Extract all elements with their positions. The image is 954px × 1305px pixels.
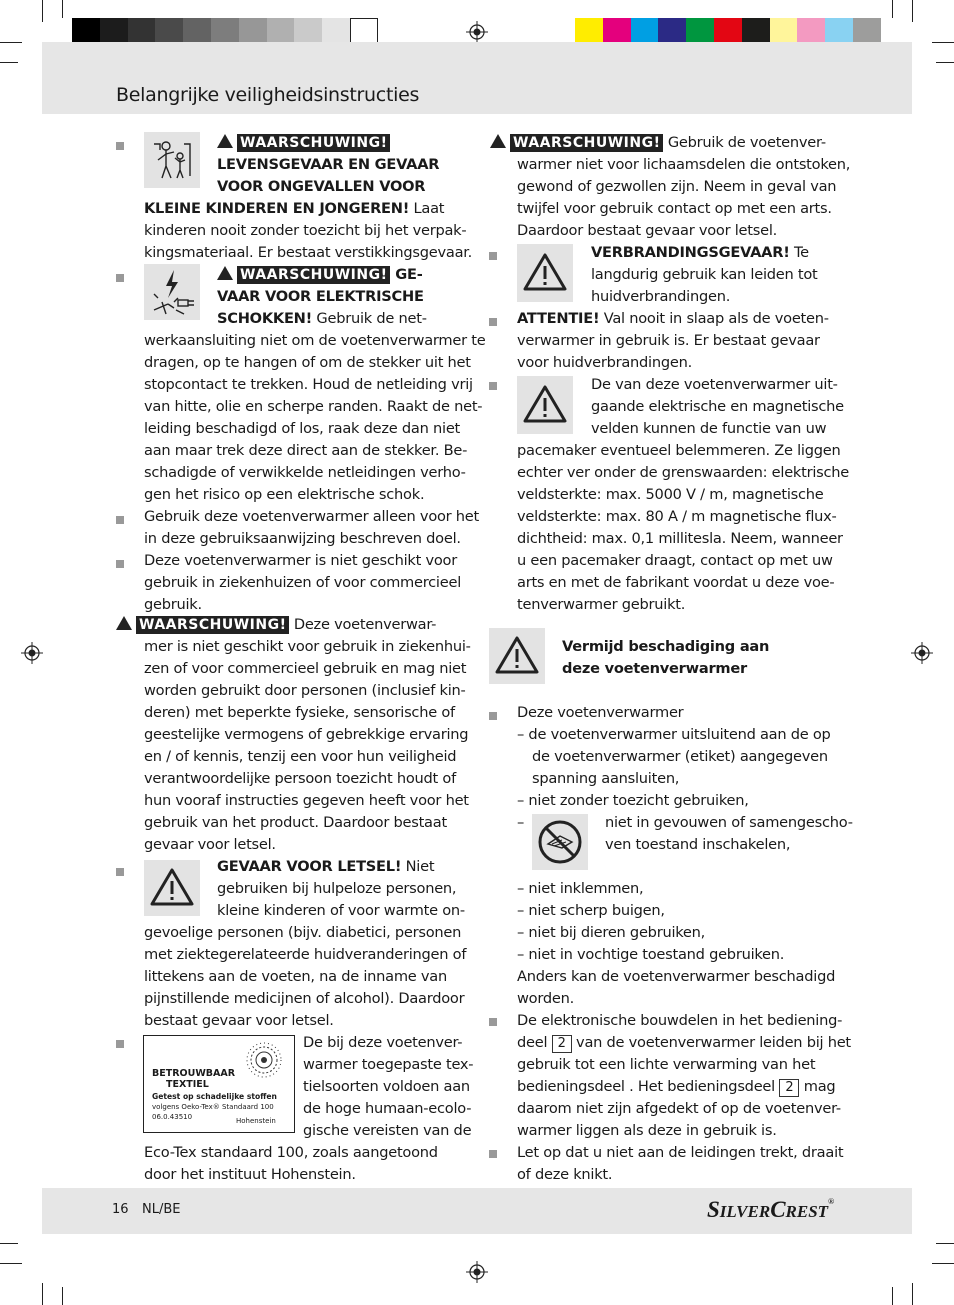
brand-part: ® — [828, 1197, 835, 1206]
text-span: Niet — [401, 858, 435, 875]
brand-part: C — [770, 1197, 786, 1222]
text-line: veldsterkte: max. 5000 V / m, magnetische — [517, 486, 824, 503]
text-line: twijfel voor gebruik contact op met een arts. — [517, 200, 832, 217]
warning-label: WAARSCHUWING! — [136, 616, 289, 634]
text-span: Te — [789, 244, 809, 261]
registration-mark-icon — [911, 642, 933, 664]
crop-mark — [912, 0, 913, 22]
warning-heading — [116, 614, 436, 636]
warning-label: WAARSCHUWING! — [237, 134, 390, 152]
text-line: gaande elektrische en magnetische — [591, 398, 844, 415]
text-span: Val nooit in slaap als de voeten- — [599, 310, 829, 327]
bullet — [116, 274, 124, 282]
text-line: daarom niet zijn afgedekt of op de voetenver- — [517, 1100, 841, 1117]
text-line: VOOR ONGEVALLEN VOOR — [217, 178, 426, 195]
dash-item: – — [517, 814, 525, 831]
text-line: leiding beschadigd of los, raak deze dan niet — [144, 420, 461, 437]
text-line: Deze voetenverwarmer is niet geschikt voor — [144, 552, 457, 569]
crop-mark — [912, 1283, 913, 1305]
text-line — [591, 242, 809, 264]
text-line: gebruik in ziekenhuizen of voor commercieel — [144, 574, 461, 591]
text-line: werkaansluiting niet om de voetenverwarmer te — [144, 332, 486, 349]
registration-mark-icon — [466, 21, 488, 43]
warning-heading — [217, 264, 423, 286]
bold-span: ATTENTIE! — [517, 310, 600, 327]
warning-triangle-icon — [490, 134, 506, 148]
text-line: verwarmer in gebruik is. Er bestaat gevaar — [517, 332, 820, 349]
do-not-fold-icon — [532, 814, 588, 870]
text-line — [517, 1032, 851, 1054]
registration-mark-icon — [466, 1261, 488, 1283]
crop-mark — [0, 1263, 22, 1264]
child-danger-icon — [144, 132, 200, 188]
text-line: aan maar trek deze direct aan de stekker. Be- — [144, 442, 468, 459]
text-line: in deze gebruiksaanwijzing beschreven doel. — [144, 530, 461, 547]
crop-mark — [932, 1263, 954, 1264]
oeko-title: BETROUWBAAR — [152, 1068, 236, 1079]
crop-mark — [892, 0, 893, 18]
text-line: huidverbrandingen. — [591, 288, 731, 305]
text-span: Laat — [409, 200, 445, 217]
text-line: dragen, op te hangen of om de stekker uit het — [144, 354, 471, 371]
text-line: pacemaker eventueel belemmeren. Ze liggen — [517, 442, 841, 459]
text-line: De van deze voetenverwarmer uit- — [591, 376, 838, 393]
text-line: warmer niet voor lichaamsdelen die ontstoken, — [517, 156, 851, 173]
bullet — [489, 1018, 497, 1026]
registration-mark-icon — [21, 642, 43, 664]
oeko-tex-label — [143, 1035, 295, 1133]
text-line: tenverwarmer gebruikt. — [517, 596, 686, 613]
warning-triangle-icon — [217, 134, 233, 148]
warning-label: WAARSCHUWING! — [237, 266, 390, 284]
text-line: voor huidverbrandingen. — [517, 354, 692, 371]
text-line: De elektronische bouwdelen in het bediening- — [517, 1012, 843, 1029]
text-line: u een pacemaker draagt, contact op met uw — [517, 552, 833, 569]
text-line: worden gebruikt door personen (inclusief kin- — [144, 682, 466, 699]
text-line: gebruik van het product. Daardoor bestaat — [144, 814, 447, 831]
dash-item: – de voetenverwarmer uitsluitend aan de op — [517, 726, 831, 743]
dash-item-cont: de voetenverwarmer (etiket) aangegeven — [532, 748, 828, 765]
text-line: pijnstillende medicijnen of alcohol). Daardoor — [144, 990, 465, 1007]
crop-mark — [62, 1287, 63, 1305]
header-bar — [42, 42, 912, 114]
text-line: velden kunnen de functie van uw — [591, 420, 827, 437]
oeko-subtitle: TEXTIEL — [166, 1079, 209, 1090]
text-line: kinderen nooit zonder toezicht bij het verpak- — [144, 222, 467, 239]
electric-shock-icon — [144, 264, 200, 320]
text-span: mag — [799, 1078, 836, 1095]
text-line: VAAR VOOR ELEKTRISCHE — [217, 288, 424, 305]
text-line: langdurig gebruik kan leiden tot — [591, 266, 818, 283]
crop-mark — [932, 42, 954, 43]
text-line: met ziektegerelateerde huidveranderingen of — [144, 946, 467, 963]
text-line: gevaar voor letsel. — [144, 836, 276, 853]
bullet — [489, 1150, 497, 1158]
crop-mark — [936, 62, 954, 63]
text-span: deel — [517, 1034, 552, 1051]
caution-icon — [144, 860, 200, 916]
text-line: gebruiken bij hulpeloze personen, — [217, 880, 457, 897]
crop-mark — [42, 1283, 43, 1305]
part-number-badge: 2 — [552, 1035, 572, 1053]
oeko-institute: Hohenstein — [236, 1117, 276, 1125]
text-line: echter ver onder de grenswaarden: elektrische — [517, 464, 850, 481]
dash-item: – niet in vochtige toestand gebruiken. — [517, 946, 785, 963]
crop-mark — [0, 1243, 18, 1244]
crop-mark — [42, 0, 43, 22]
brand-logo — [707, 1197, 834, 1223]
text-line — [517, 308, 829, 330]
text-line: de hoge humaan-ecolo- — [303, 1100, 472, 1117]
warning-triangle-icon — [217, 266, 233, 280]
text-line: Daardoor bestaat gevaar voor letsel. — [517, 222, 778, 239]
bullet — [489, 382, 497, 390]
dash-item: – niet bij dieren gebruiken, — [517, 924, 706, 941]
oeko-tex-logo-icon — [244, 1040, 284, 1080]
footer-bar — [42, 1188, 912, 1234]
text-span: Deze voetenverwar- — [289, 616, 437, 633]
text-line: bestaat gevaar voor letsel. — [144, 1012, 334, 1029]
bullet — [489, 318, 497, 326]
caution-icon — [489, 628, 545, 684]
warning-heading — [490, 132, 826, 154]
text-line: Let op dat u niet aan de leidingen trekt, draait — [517, 1144, 844, 1161]
text-line: Deze voetenverwarmer — [517, 704, 684, 721]
text-line: warmer toegepaste tex- — [303, 1056, 474, 1073]
section-heading: Vermijd beschadiging aan — [562, 638, 770, 655]
page-number: 16 — [112, 1202, 129, 1217]
crop-mark — [0, 62, 18, 63]
brand-part: REST — [785, 1202, 829, 1221]
text-line: schadigde of verwikkelde netleidingen verho- — [144, 464, 466, 481]
bullet — [489, 712, 497, 720]
crop-mark — [892, 1287, 893, 1305]
text-line: Anders kan de voetenverwarmer beschadigd — [517, 968, 836, 985]
text-line: worden. — [517, 990, 574, 1007]
part-number-badge: 2 — [779, 1079, 799, 1097]
text-line: gewond of gezwollen zijn. Neem in geval van — [517, 178, 837, 195]
text-line: gische vereisten van de — [303, 1122, 472, 1139]
bold-span: SCHOKKEN! — [217, 310, 313, 327]
dash-item-cont: spanning aansluiten, — [532, 770, 680, 787]
text-line: hun vooraf instructies gegeven heeft voor het — [144, 792, 469, 809]
text-line — [217, 856, 434, 878]
brand-part: ILVER — [719, 1202, 771, 1221]
text-line — [144, 198, 444, 220]
language-code: NL/BE — [142, 1202, 181, 1217]
bullet — [116, 560, 124, 568]
text-line: stopcontact te trekken. Houd de netleiding vrij — [144, 376, 473, 393]
text-line: door het instituut Hohenstein. — [144, 1166, 356, 1183]
text-span: Gebruik de voetenver- — [663, 134, 826, 151]
text-line: littekens aan de voeten, na de inname van — [144, 968, 447, 985]
text-line: LEVENSGEVAAR EN GEVAAR — [217, 156, 440, 173]
text-line: gebruik. — [144, 596, 202, 613]
bullet — [116, 516, 124, 524]
text-line: geestelijke vermogens of gebrekkige ervaring — [144, 726, 469, 743]
text-line: dichtheid: max. 0,1 millitesla. Neem, wanneer — [517, 530, 843, 547]
text-span: Gebruik de net- — [312, 310, 427, 327]
warning-label: WAARSCHUWING! — [510, 134, 663, 152]
text-span: van de voetenverwarmer leiden bij het — [571, 1034, 851, 1051]
bold-span: KLEINE KINDEREN EN JONGEREN! — [144, 200, 410, 217]
text-line: Gebruik deze voetenverwarmer alleen voor het — [144, 508, 480, 525]
text-line: gebruik tot een lichte verwarming van het — [517, 1056, 816, 1073]
text-line: van hitte, olie en scherpe randen. Raakt de net- — [144, 398, 483, 415]
section-heading: deze voetenverwarmer — [562, 660, 747, 677]
text-line: gevoelige personen (bijv. diabetici, personen — [144, 924, 462, 941]
text-line: Eco-Tex standaard 100, zoals aangetoond — [144, 1144, 438, 1161]
dash-item: – niet scherp buigen, — [517, 902, 665, 919]
warning-triangle-icon — [116, 616, 132, 630]
text-line: mer is niet geschikt voor gebruik in ziekenhui- — [144, 638, 471, 655]
text-line: gen het risico op een elektrische schok. — [144, 486, 425, 503]
text-line: zen of voor commercieel gebruik en mag niet — [144, 660, 467, 677]
warning-heading — [217, 132, 390, 154]
bullet — [116, 1040, 124, 1048]
oeko-standard: volgens Oeko-Tex® Standaard 100 — [152, 1103, 274, 1111]
text-line: verantwoordelijke persoon toezicht houdt of — [144, 770, 456, 787]
oeko-number: 06.0.43510 — [152, 1113, 193, 1121]
bold-span: VERBRANDINGSGEVAAR! — [591, 244, 790, 261]
dash-item-cont: niet in gevouwen of samengescho- — [605, 814, 853, 831]
bullet — [489, 252, 497, 260]
text-line: arts en met de fabrikant voordat u deze voe- — [517, 574, 835, 591]
text-line: kingsmateriaal. Er bestaat verstikkingsgevaar. — [144, 244, 473, 261]
page-title: Belangrijke veiligheidsinstructies — [116, 84, 420, 106]
crop-mark — [936, 1243, 954, 1244]
text-line: De bij deze voetenver- — [303, 1034, 463, 1051]
text-line — [517, 1076, 835, 1098]
text-line: en / of kennis, tenzij een voor hun veiligheid — [144, 748, 457, 765]
bullet — [116, 868, 124, 876]
text-line: kleine kinderen of voor warmte on- — [217, 902, 465, 919]
caution-icon — [517, 244, 573, 302]
dash-item: – niet inklemmen, — [517, 880, 644, 897]
caution-icon — [517, 376, 573, 434]
text-line: veldsterkte: max. 80 A / m magnetische flux- — [517, 508, 837, 525]
brand-part: S — [707, 1197, 720, 1222]
text-span: bedieningsdeel . Het bedieningsdeel — [517, 1078, 780, 1095]
bold-span: GE- — [390, 266, 423, 283]
crop-mark — [62, 0, 63, 18]
text-line: deren) met beperkte fysieke, sensorische of — [144, 704, 455, 721]
bold-span: GEVAAR VOOR LETSEL! — [217, 858, 402, 875]
crop-mark — [0, 42, 22, 43]
text-line: tielsoorten voldoen aan — [303, 1078, 470, 1095]
dash-item-cont: ven toestand inschakelen, — [605, 836, 791, 853]
text-line: of deze knikt. — [517, 1166, 613, 1183]
bullet — [116, 142, 124, 150]
oeko-tested: Getest op schadelijke stoffen — [152, 1092, 277, 1101]
dash-item: – niet zonder toezicht gebruiken, — [517, 792, 749, 809]
text-line: warmer liggen als deze in gebruik is. — [517, 1122, 777, 1139]
text-line — [217, 308, 427, 330]
